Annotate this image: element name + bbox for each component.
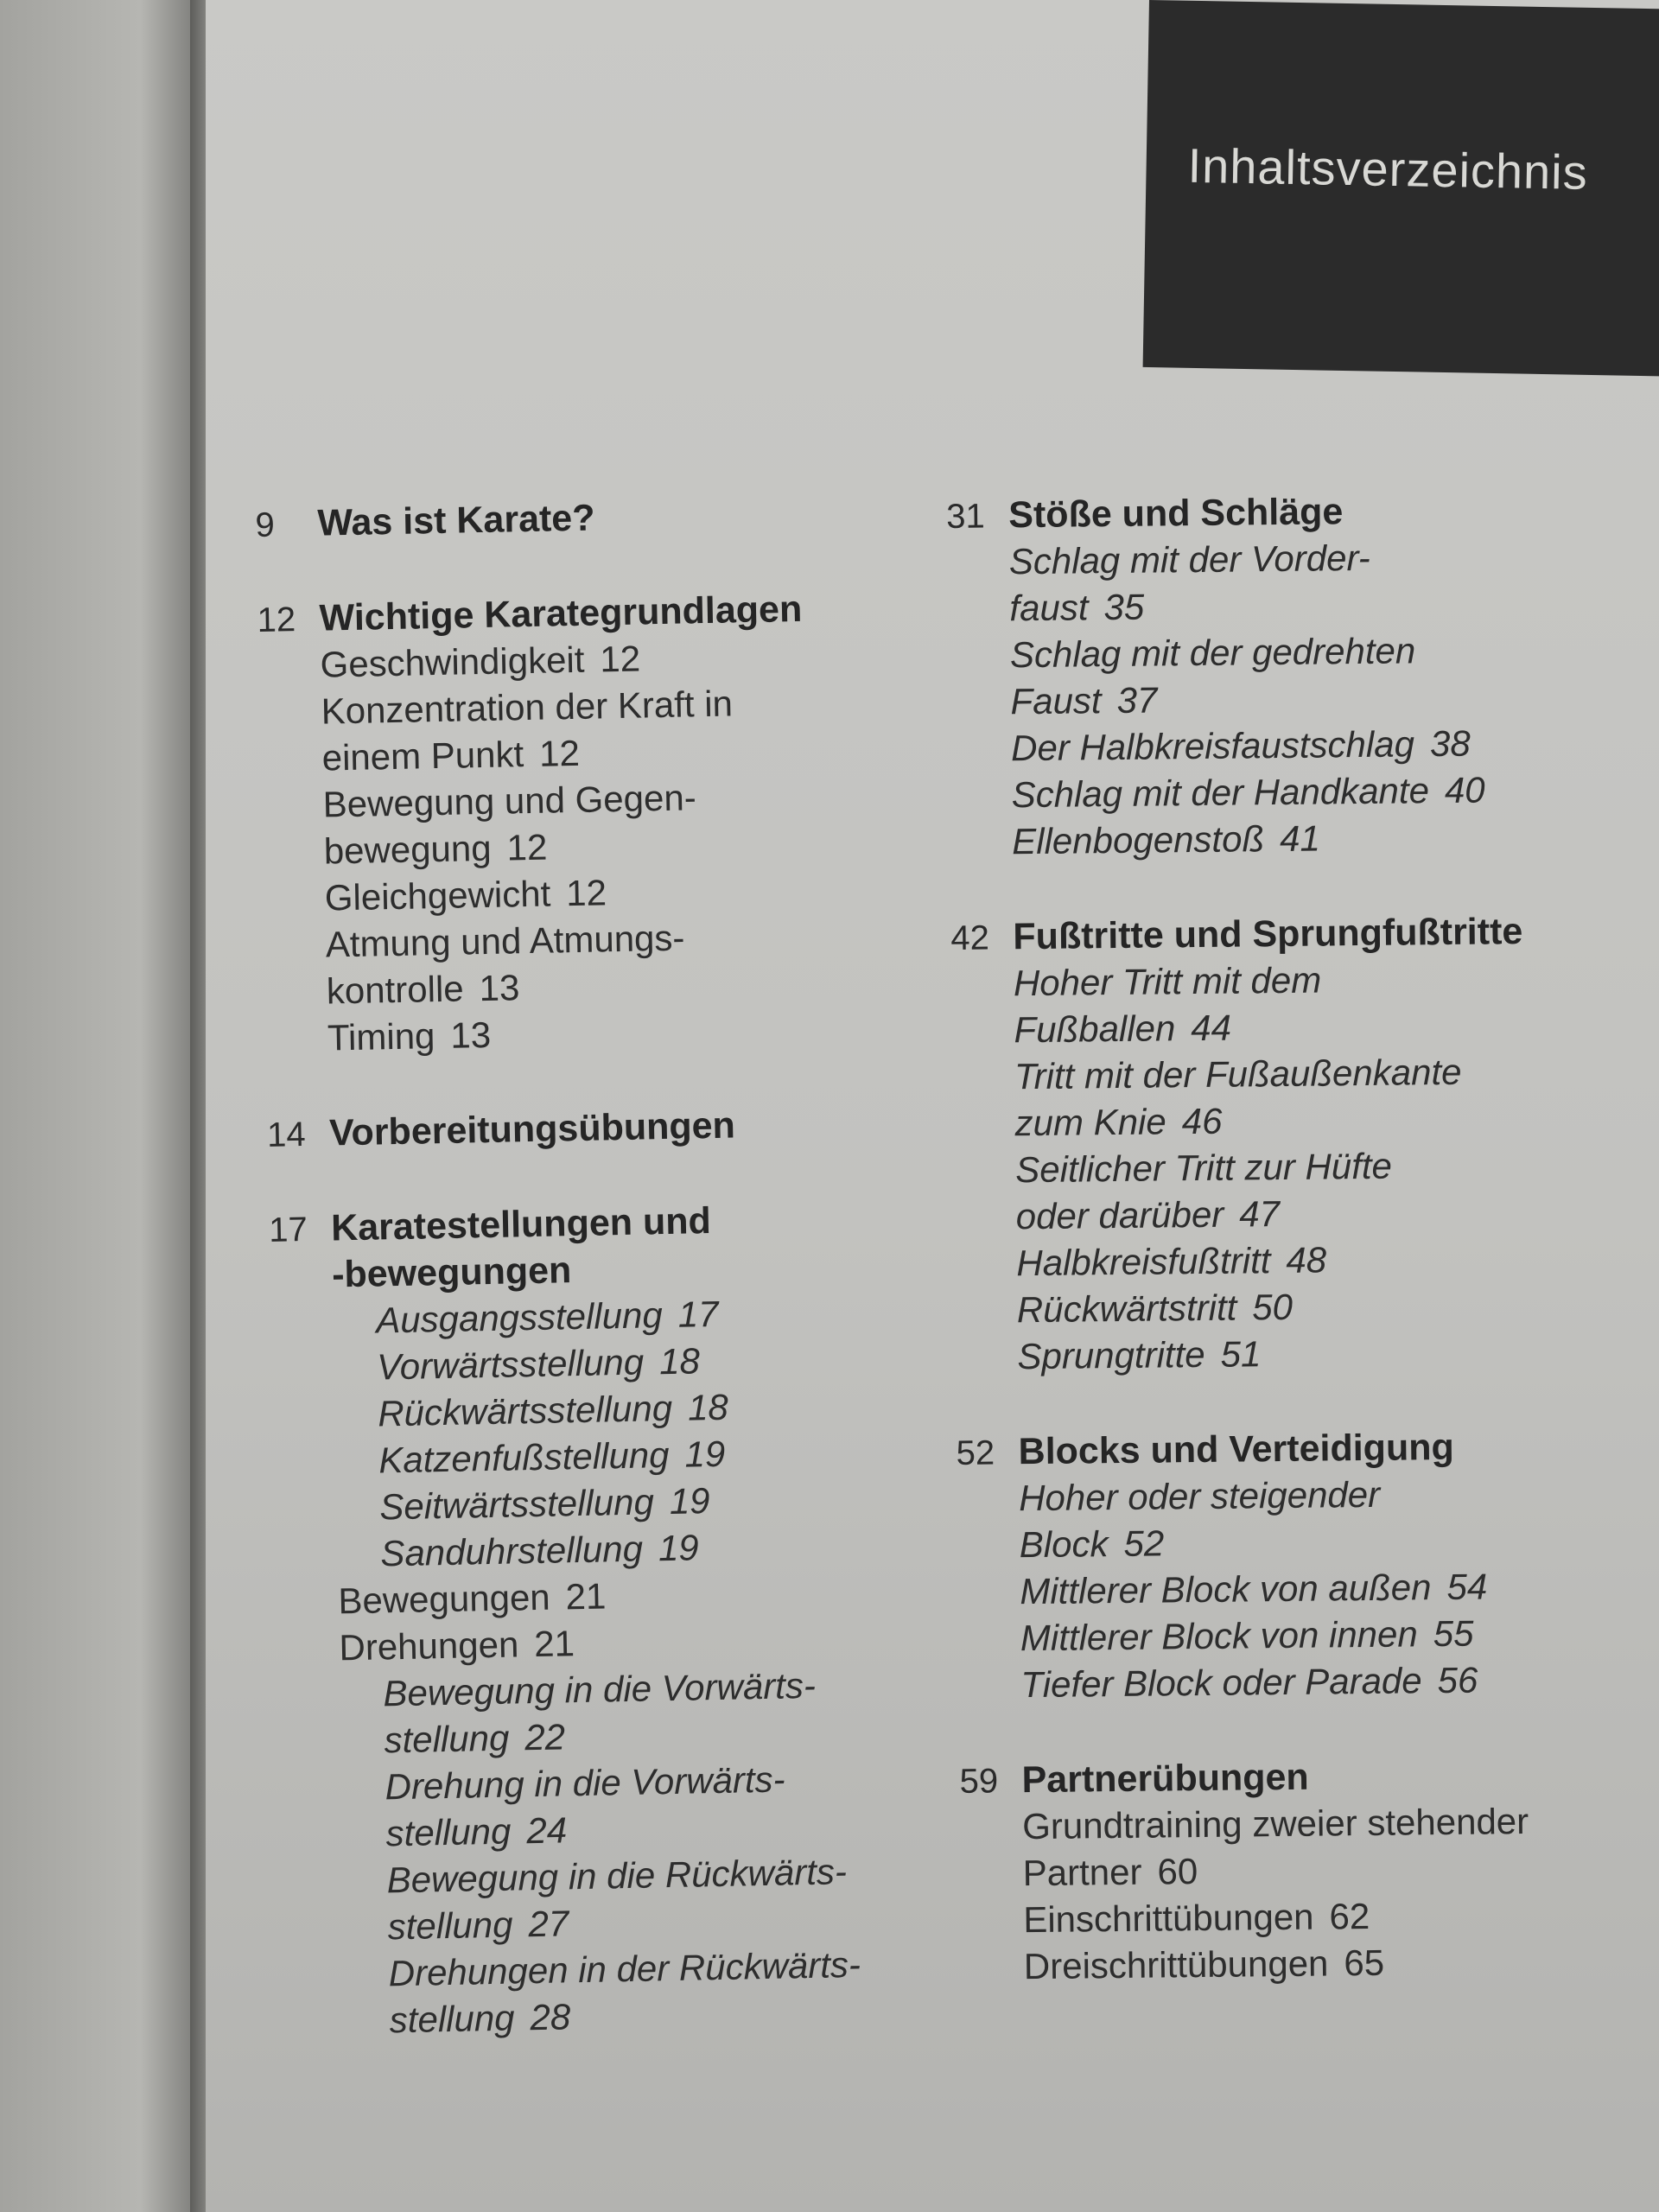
entry-page-number: 55 [1433,1612,1474,1655]
toc-entry [1020,1608,1659,1662]
toc-entry [1022,1796,1659,1850]
entry-text: Mittlerer Block von außen [1020,1567,1432,1612]
entry-text: stellung [385,1810,512,1854]
entry-text: bewegung [323,827,493,872]
section-page-number: 12 [257,601,296,639]
entry-text: Drehungen in der Rückwärts- [388,1943,861,1994]
toc-section [267,1097,1002,1158]
entry-text: Vorwärtsstellung [376,1341,645,1388]
entry-text: Mittlerer Block von innen [1020,1613,1418,1659]
entry-text: einem Punkt [321,734,524,779]
section-title-continued: -bewegungen [331,1249,572,1296]
entry-text: Timing [327,1015,435,1058]
toc-entry [1011,765,1659,818]
entry-page-number: 54 [1446,1566,1488,1607]
section-entries [1014,953,1659,1380]
entry-page-number: 21 [533,1623,575,1665]
entry-page-number: 12 [506,826,548,868]
entry-text: Bewegung in die Rückwärts- [386,1851,848,1901]
entry-page-number: 62 [1329,1895,1370,1937]
section-entries [320,629,1000,1062]
entry-page-number: 27 [527,1903,569,1945]
section-title: Was ist Karate? [317,497,595,544]
toc-entry [1012,811,1659,865]
entry-text: Partner [1022,1851,1142,1894]
toc-entry [1019,1468,1659,1522]
entry-text: Schlag mit der Vorder- [1008,537,1370,582]
entry-page-number: 38 [1429,722,1471,765]
entry-page-number: 12 [538,732,581,774]
toc-entry [1017,1326,1659,1380]
facing-page [0,0,200,2212]
toc-entry [1023,1890,1659,1943]
toc-entry [1015,1140,1659,1193]
entry-text: Drehung in die Vorwärts- [385,1758,785,1808]
entry-page-number: 51 [1220,1333,1262,1375]
entry-page-number: 13 [479,967,520,1009]
section-heading [950,906,1659,961]
entry-text: Dreischrittübungen [1023,1942,1329,1987]
entry-text: Bewegungen [338,1576,551,1622]
entry-text: Seitlicher Tritt zur Hüfte [1014,1145,1393,1191]
entry-text: kontrolle [326,968,465,1012]
entry-text: Block [1019,1523,1109,1566]
entry-text: Rückwärtsstellung [377,1387,673,1434]
entry-text: Faust [1010,680,1102,722]
entry-text: Ellenbogenstoß [1011,818,1265,862]
entry-page-number: 50 [1252,1286,1294,1328]
entry-page-number: 41 [1279,817,1321,859]
entry-page-number: 60 [1157,1851,1198,1892]
entry-text: Ausgangsstellung [375,1294,664,1341]
toc-left-column [255,487,1020,2094]
entry-page-number: 12 [565,872,607,914]
entry-page-number: 44 [1191,1007,1232,1049]
section-page-number: 31 [946,497,986,536]
entry-text: Bewegung und Gegen- [322,777,697,825]
toc-entry [1020,1655,1659,1708]
entry-page-number: 52 [1123,1522,1165,1564]
entry-page-number: 28 [530,1996,571,2038]
section-page-number: 59 [959,1762,999,1801]
toc-entry [1014,1000,1659,1053]
entry-text: Grundtraining zweier stehender [1021,1801,1529,1847]
entry-text: stellung [389,1997,515,2041]
entry-text: Hoher Tritt mit dem [1013,959,1322,1004]
section-page-number: 17 [268,1210,308,1249]
entry-text: Halbkreisfußtritt [1016,1240,1271,1284]
toc-entry [1017,1280,1659,1333]
toc-section [956,1421,1659,1709]
entry-page-number: 19 [658,1527,700,1569]
entry-text: Atmung und Atmungs- [325,917,685,965]
entry-text: faust [1009,587,1089,629]
toc-section [257,582,1000,1063]
toc-section [950,906,1659,1381]
toc-entry [1014,953,1659,1007]
toc-entry [1014,1093,1659,1147]
entry-text: Schlag mit der Handkante [1011,770,1430,816]
toc-right-column [946,485,1659,2039]
entry-text: Rückwärtstritt [1016,1287,1237,1331]
toc-entry [1020,1561,1659,1615]
entry-page-number: 17 [677,1293,719,1335]
entry-text: Sanduhrstellung [379,1528,644,1574]
title-block [1143,0,1659,378]
section-entries [1022,1796,1659,1990]
entry-text: Tiefer Block oder Parade [1020,1660,1422,1706]
entry-page-number: 18 [658,1340,701,1382]
entry-page-number: 48 [1286,1239,1327,1281]
entry-page-number: 18 [687,1386,729,1428]
entry-page-number: 12 [599,638,641,680]
entry-text: oder darüber [1015,1193,1224,1237]
section-heading [946,485,1659,539]
section-title: Blocks und Verteidigung [1018,1426,1454,1473]
entry-text: Sprungtritte [1017,1333,1205,1377]
entry-page-number: 22 [524,1716,566,1758]
section-entries [1019,1468,1659,1708]
toc-entry [1015,1186,1659,1240]
entry-text: Katzenfußstellung [378,1434,670,1481]
entry-text: Der Halbkreisfaustschlag [1010,723,1415,769]
toc-entry [1010,671,1659,725]
entry-page-number: 65 [1344,1942,1385,1984]
entry-page-number: 24 [525,1809,568,1852]
section-title: Stöße und Schläge [1008,491,1344,537]
section-title: Vorbereitungsübungen [328,1104,736,1154]
section-title: Partnerübungen [1021,1756,1309,1802]
entry-text: Konzentration der Kraft in [321,683,734,732]
entry-text: Hoher oder steigender [1018,1473,1381,1519]
toc-section [946,485,1659,866]
entry-page-number: 19 [684,1433,726,1475]
toc-entry [1019,1515,1659,1568]
entry-page-number: 40 [1444,769,1485,810]
entry-text: zum Knie [1014,1101,1166,1144]
entry-text: stellung [387,1904,513,1948]
section-page-number: 42 [950,918,990,957]
section-heading [267,1097,1002,1158]
entry-page-number: 46 [1181,1100,1223,1142]
entry-text: Tritt mit der Fußaußenkante [1014,1051,1462,1097]
toc-entry [1010,625,1659,678]
entry-page-number: 13 [449,1014,492,1056]
entry-text: Bewegung in die Vorwärts- [383,1664,817,1714]
toc-section [269,1192,1020,2046]
entry-text: Schlag mit der gedrehten [1009,630,1416,676]
toc-entry [1016,1233,1659,1287]
section-heading [959,1750,1659,1804]
section-page-number: 9 [255,505,276,544]
entry-text: Gleichgewicht [324,873,551,918]
toc-entry [1009,531,1659,585]
entry-text: Geschwindigkeit [320,639,585,685]
entry-page-number: 19 [669,1480,710,1522]
section-entries [332,1239,1019,2045]
toc-entry [1011,718,1659,772]
entry-text: Seitwärtsstellung [378,1481,655,1528]
entry-page-number: 35 [1103,586,1145,628]
section-entries [1009,531,1659,865]
entry-page-number: 21 [565,1575,607,1618]
section-page-number: 14 [266,1116,307,1154]
entry-page-number: 56 [1437,1659,1478,1701]
section-page-number: 52 [956,1433,995,1472]
toc-entry [1009,578,1659,632]
toc-entry [1024,1936,1659,1990]
toc-section [959,1750,1659,1991]
entry-text: Einschrittübungen [1023,1896,1314,1941]
entry-text: stellung [384,1717,510,1761]
section-title: Wichtige Karategrundlagen [319,588,803,639]
section-title: Fußtritte und Sprungfußtritte [1013,911,1523,958]
entry-page-number: 47 [1239,1193,1281,1235]
entry-text: Drehungen [339,1624,519,1669]
section-heading [956,1421,1659,1476]
section-title: Karatestellungen und [330,1200,712,1249]
page-title: Inhaltsverzeichnis [1187,137,1589,200]
entry-text: Fußballen [1014,1007,1176,1051]
entry-page-number: 37 [1116,679,1158,721]
toc-entry [1022,1843,1659,1897]
toc-entry [1014,1046,1659,1100]
